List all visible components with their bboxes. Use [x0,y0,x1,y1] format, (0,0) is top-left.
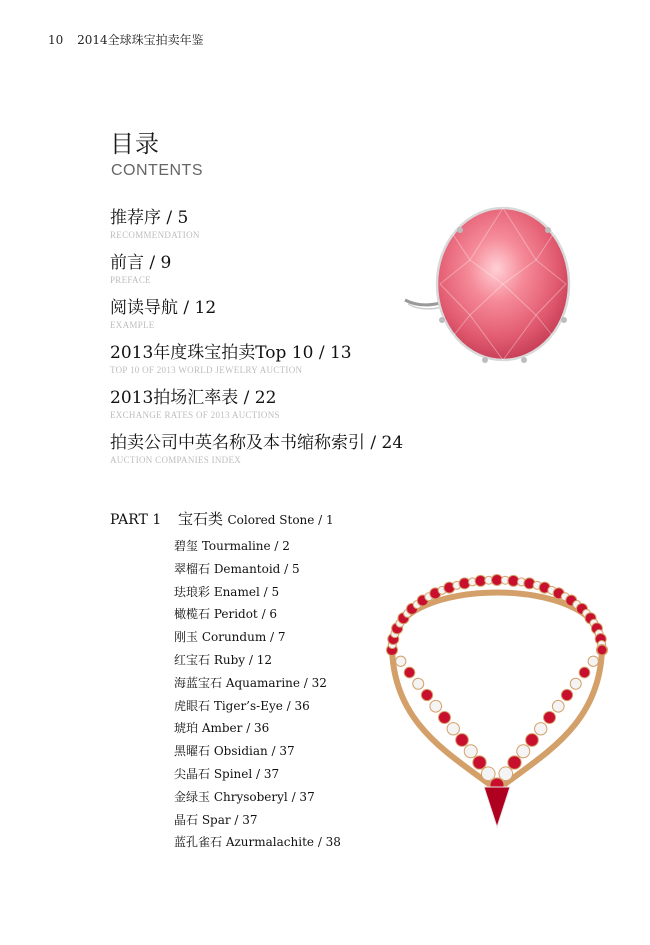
toc-item-subtitle: TOP 10 OF 2013 WORLD JEWELRY AUCTION [110,365,303,375]
part-title-en: Colored Stone / 1 [227,513,334,527]
page-title-cn: 目录 [110,130,160,158]
toc-item-title: 2013年度珠宝拍卖Top 10 / 13 [110,343,352,363]
list-item[interactable]: 黑曜石 Obsidian / 37 [174,744,295,759]
toc-item-subtitle: EXAMPLE [110,320,155,330]
list-item[interactable]: 海蓝宝石 Aquamarine / 32 [174,675,327,690]
list-item[interactable]: 橄榄石 Peridot / 6 [174,607,278,622]
list-item[interactable]: 碧玺 Tourmaline / 2 [174,539,290,553]
pink-diamond-ring-image [400,200,575,375]
list-item[interactable]: 尖晶石 Spinel / 37 [174,766,280,781]
page-title-en: CONTENTS [111,162,203,179]
toc-item-title: 2013拍场汇率表 / 22 [110,388,277,408]
list-item[interactable]: 翠榴石 Demantoid / 5 [174,561,300,576]
toc-item-title: 阅读导航 / 12 [110,298,217,318]
list-item[interactable]: 珐琅彩 Enamel / 5 [174,584,280,599]
list-item[interactable]: 红宝石 Ruby / 12 [174,652,272,667]
list-item[interactable]: 金绿玉 Chrysoberyl / 37 [174,789,315,804]
toc-item-title: 推荐序 / 5 [110,208,189,228]
list-item[interactable]: 蓝孔雀石 Azurmalachite / 38 [174,835,341,850]
part-title-cn: 宝石类 [178,510,224,528]
toc-item-subtitle: EXCHANGE RATES OF 2013 AUCTIONS [110,410,280,420]
toc-item-subtitle: RECOMMENDATION [110,230,200,240]
toc-item-title: 拍卖公司中英名称及本书缩称索引 / 24 [110,433,404,453]
book-title: 2014全球珠宝拍卖年鉴 [77,33,204,47]
part-label: PART 1 [110,512,162,528]
running-header [48,31,214,48]
toc-item-subtitle: AUCTION COMPANIES INDEX [110,455,242,465]
ruby-necklace-image [372,555,622,850]
list-item[interactable]: 刚玉 Corundum / 7 [174,630,286,645]
list-item[interactable]: 虎眼石 Tiger’s-Eye / 36 [174,698,310,713]
list-item[interactable]: 晶石 Spar / 37 [174,812,258,827]
part-entry-list [174,535,341,854]
toc-item[interactable] [110,432,510,477]
toc-item-subtitle: PREFACE [110,275,151,285]
toc-item[interactable] [110,387,510,432]
page-number: 10 [48,33,64,47]
part-heading[interactable] [110,508,334,529]
list-item[interactable]: 琥珀 Amber / 36 [174,721,270,736]
toc-item-title: 前言 / 9 [110,253,172,273]
